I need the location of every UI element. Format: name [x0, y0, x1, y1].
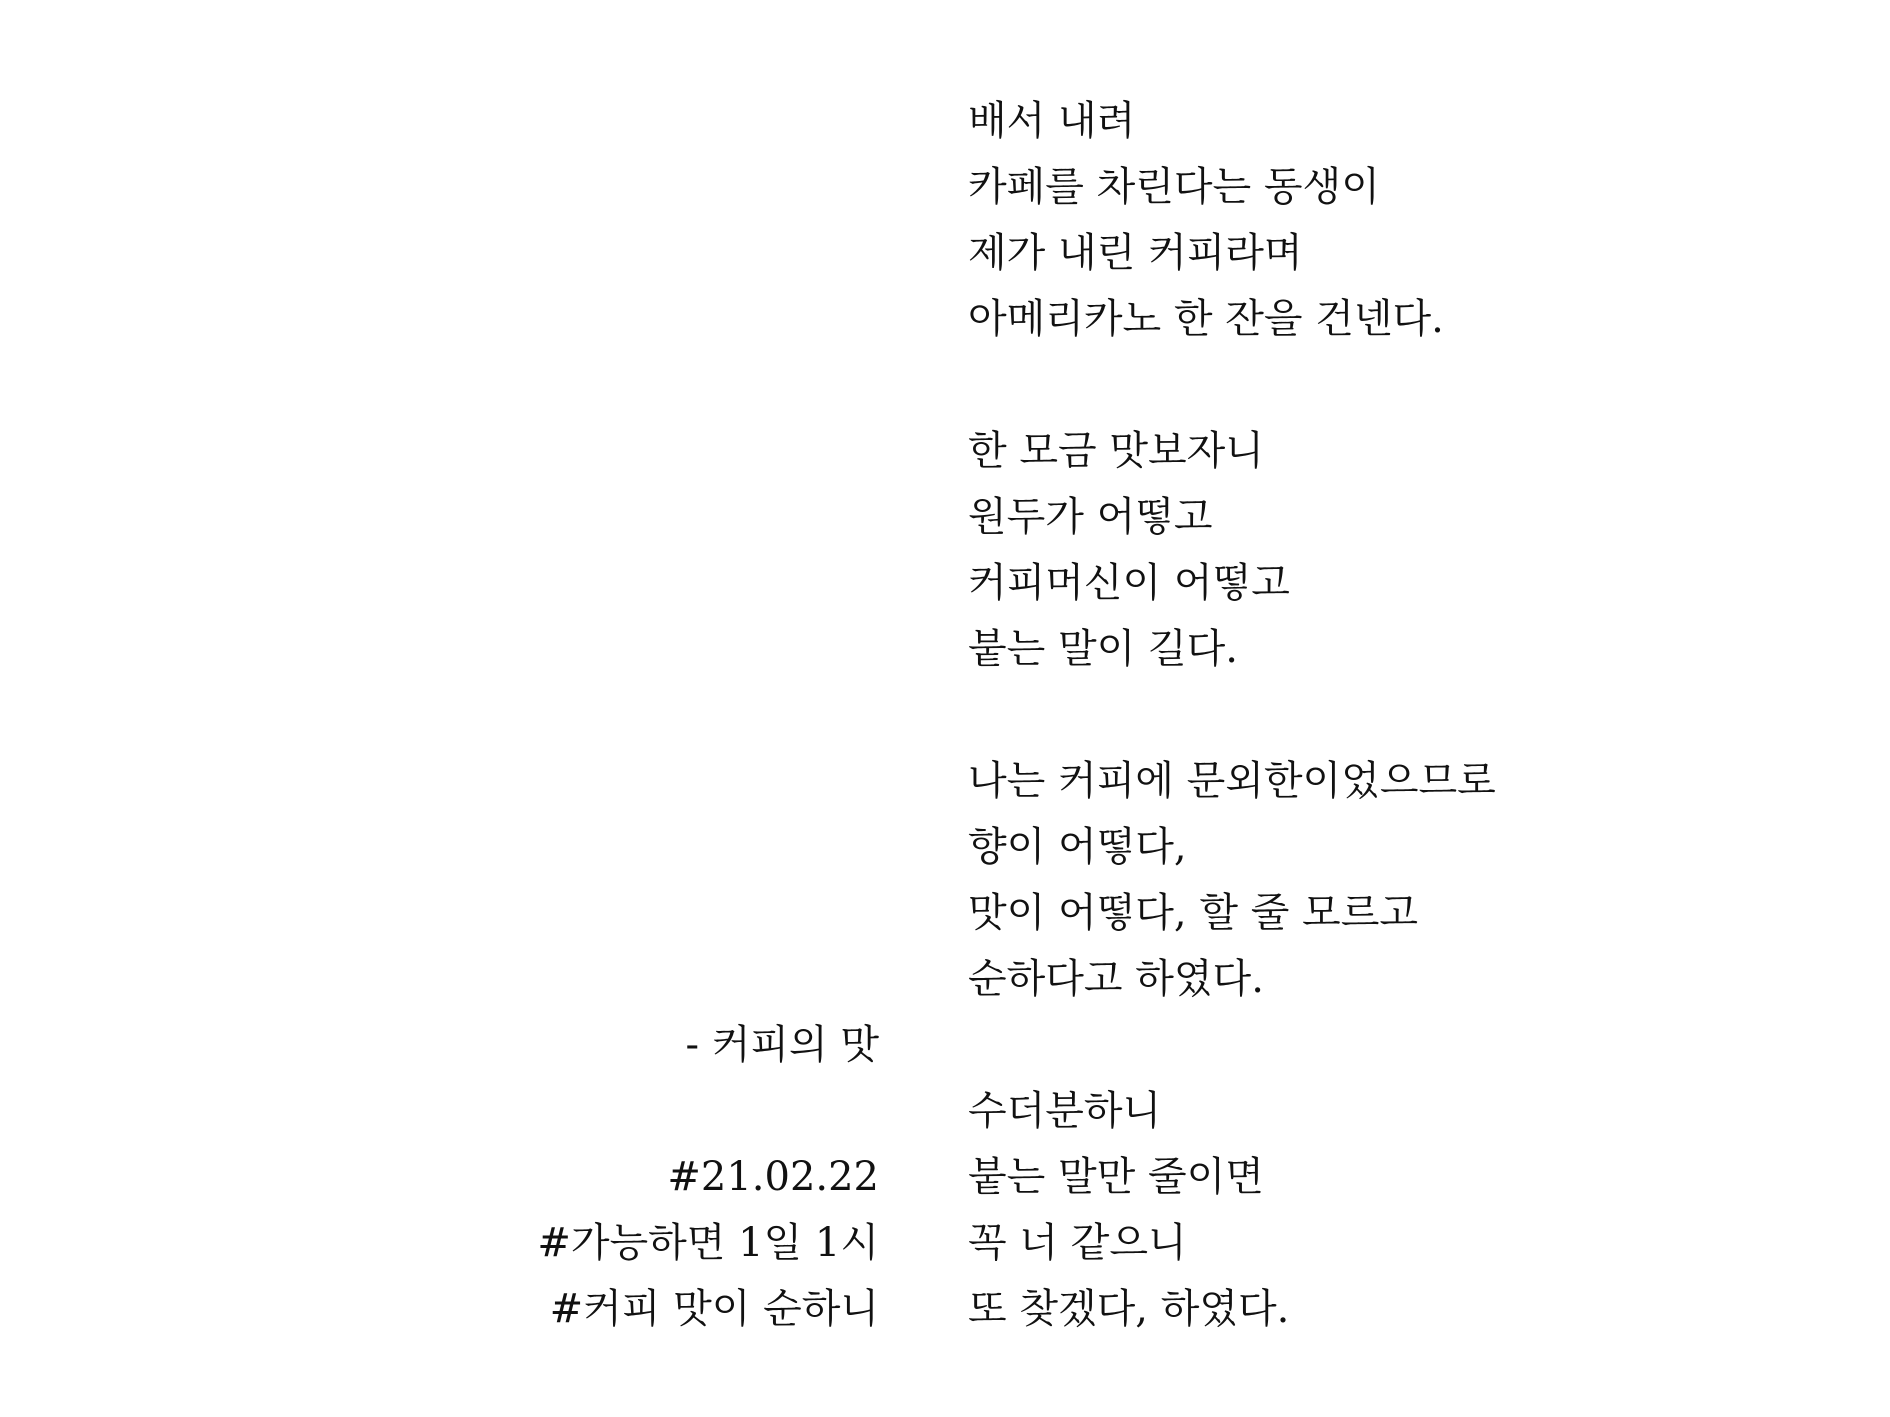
- poem-title: - 커피의 맛: [685, 1022, 879, 1068]
- hashtag: #가능하면 1일 1시: [537, 1220, 879, 1266]
- poem-line: 붙는 말만 줄이면: [968, 1154, 1264, 1200]
- poem-line: 카페를 차린다는 동생이: [968, 164, 1380, 210]
- hashtag: #커피 맛이 순하니: [549, 1286, 879, 1332]
- poem-line: 배서 내려: [968, 98, 1136, 144]
- poem-line: 맛이 어떻다, 할 줄 모르고: [968, 890, 1418, 936]
- poem-line: 붙는 말이 길다.: [968, 626, 1238, 672]
- poem-line: 커피머신이 어떻고: [968, 560, 1290, 606]
- poem-line: 수더분하니: [968, 1088, 1162, 1134]
- poem-body: [968, 88, 1768, 1342]
- poem-line: 또 찾겠다, 하였다.: [968, 1286, 1290, 1332]
- stanza-break: [968, 682, 1768, 748]
- poem-line: 향이 어떻다,: [968, 824, 1187, 870]
- stanza-3: [968, 748, 1768, 1012]
- poem-line: 아메리카노 한 잔을 건넨다.: [968, 296, 1444, 342]
- poem-line: 순하다고 하였다.: [968, 956, 1264, 1002]
- poem-line: 제가 내린 커피라며: [968, 230, 1303, 276]
- poem-line: 꼭 너 같으니: [968, 1220, 1187, 1266]
- poem-line: 원두가 어떻고: [968, 494, 1213, 540]
- poem-line: 한 모금 맛보자니: [968, 428, 1264, 474]
- stanza-2: [968, 418, 1768, 682]
- hashtag-date: #21.02.22: [667, 1154, 879, 1200]
- stanza-4: [968, 1078, 1768, 1342]
- stanza-break: [968, 1012, 1768, 1078]
- stanza-break: [968, 352, 1768, 418]
- poem-line: 나는 커피에 문외한이었으므로: [968, 758, 1496, 804]
- stanza-1: [968, 88, 1768, 352]
